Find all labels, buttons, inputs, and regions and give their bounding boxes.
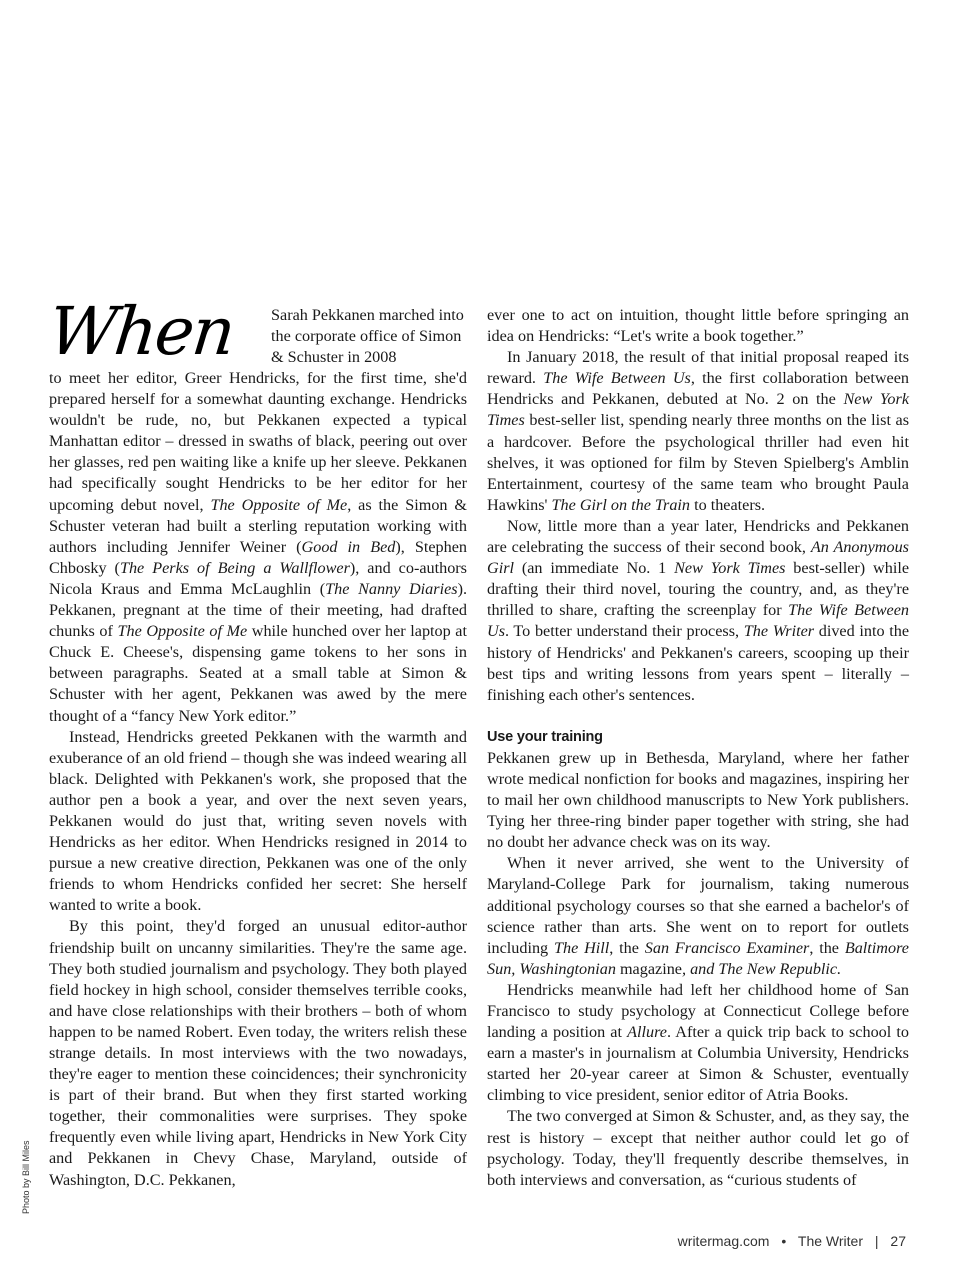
article-right-column: [487, 305, 909, 1191]
paragraph-7: Pekkanen grew up in Bethesda, Maryland, where her father wrote medical nonfiction for books and magazines, inspiring her to mail her own childhood manuscripts to New York publishers. Tying her three-ring binder paper together with string, she had no doubt her advance check was on its way.: [487, 748, 909, 852]
paragraph-2: Instead, Hendricks greeted Pekkanen with the warmth and exuberance of an old friend – though she was indeed wearing all black. Delighted with Pekkanen's work, she proposed that the author pen a book a year, and over the next seven years, Pekkanen would do just that, writing seven novels with Hendricks as her editor. When Hendricks resigned in 2014 to pursue a new creative direction, Pekkanen was one of the only friends to whom Hendricks confided her secret: She herself wanted to write a book.: [49, 727, 467, 915]
footer-divider: |: [874, 1233, 879, 1249]
footer-magazine: The Writer: [797, 1233, 863, 1249]
paragraph-6: Now, little more than a year later, Hendricks and Pekkanen are celebrating the success of their second book, An Anonymous Girl (an immediate No. 1 New York Times best-seller) while drafting their third novel, touring the country, and, as they're thrilled to share, crafting the screenplay for The Wife Between Us. To better understand their process, The Writer dived into the history of Hendricks' and Pekkanen's careers, scooping up their best tips and writing lessons from years spent – literally – finishing each other's sentences.: [487, 516, 910, 704]
paragraph-10: The two converged at Simon & Schuster, and, as they say, the rest is history – except that neither author could let go of psychology. Today, they'll frequently describe themselves, in both interviews and conversation, as “curious students of: [487, 1107, 909, 1189]
paragraph-5: In January 2018, the result of that initial proposal reaped its reward. The Wife Between Us, the first collaboration between Hendricks and Pekkanen, debuted at No. 2 on the New York Times best-seller list, spending nearly three months on the list as a hardcover. Before the psychological thriller had even hit shelves, it was optioned for film by Steven Spielberg's Amblin Entertainment, courtesy of the same team who brought Paula Hawkins' The Girl on the Train to theaters.: [487, 348, 910, 514]
paragraph-8: When it never arrived, she went to the University of Maryland-College Park for journalism, taking numerous additional psychology courses so that she earned a bachelor's of science rather than arts. She went on to report for outlets including The Hill, the San Francisco Examiner, the Baltimore Sun, Washingtonian magazine, and The New Republic.: [487, 854, 909, 978]
paragraph-4: ever one to act on intuition, thought little before springing an idea on Hendricks: “Let's write a book together.”: [487, 306, 909, 346]
footer-site-link[interactable]: writermag.com: [677, 1233, 770, 1249]
paragraph-1: to meet her editor, Greer Hendricks, for the first time, she'd prepared herself for a somewhat daunting exchange. Hendricks wouldn't be rude, no, but Pekkanen expected a typical Manhattan editor – dressed in swaths of black, peering out over her glasses, red pen waiting like a knife up her sleeve. Pekkanen had specifically sought Hendricks to be her editor for her upcoming debut novel, The Opposite of Me, as the Simon & Schuster veteran had built a sterling reputation working with authors including Jennifer Weiner (Good in Bed), Stephen Chbosky (The Perks of Being a Wallflower), and co-authors Nicola Kraus and Emma McLaughlin (The Nanny Diaries). Pekkanen, pregnant at the time of their meeting, had drafted chunks of The Opposite of Me while hunched over her laptop at Chuck E. Cheese's, dispensing game tokens to her sons in between paragraphs. Seated at a small table at Simon & Schuster with her agent, Pekkanen was awed by the mere thought of a “fancy New York editor.”: [49, 369, 468, 725]
paragraph-3: By this point, they'd forged an unusual editor-author friendship built on uncanny similarities. They're the same age. They both studied journalism and psychology. They both played field hockey in high school, consider themselves terrible cooks, and have close relationships with their brothers – both of whom happen to be named Robert. Even today, the writers relish these strange details. In most interviews with the two nowadays, they're eager to mention these coincidences; their synchronicity is part of their brand. But when they first started working together, their commonalities were surprises. They spoke frequently even while living apart, Hendricks in New York City and Pekkanen in Chevy Chase, Maryland, outside of Washington, D.C. Pekkanen,: [49, 917, 467, 1189]
page-number: 27: [890, 1233, 906, 1249]
photo-credit: Photo by Bill Miles: [21, 1140, 31, 1214]
lead-text: Sarah Pekkanen marched into the corporate office of Simon & Schuster in 2008: [271, 306, 464, 367]
paragraph-9: Hendricks meanwhile had left her childhood home of San Francisco to study psychology at Connecticut College before landing a position at Allure. After a quick trip back to school to earn a master's in journalism at Columbia University, Hendricks started her 20-year career at Simon & Schuster, eventually climbing to vice president, senior editor of Atria Books.: [487, 980, 909, 1105]
lead-block: [45, 293, 467, 370]
section-heading: Use your training: [487, 728, 603, 745]
page-footer: [678, 1233, 906, 1249]
dropcap-word: When: [45, 293, 238, 370]
article-left-column: [45, 293, 468, 1191]
footer-bullet: •: [781, 1233, 787, 1249]
